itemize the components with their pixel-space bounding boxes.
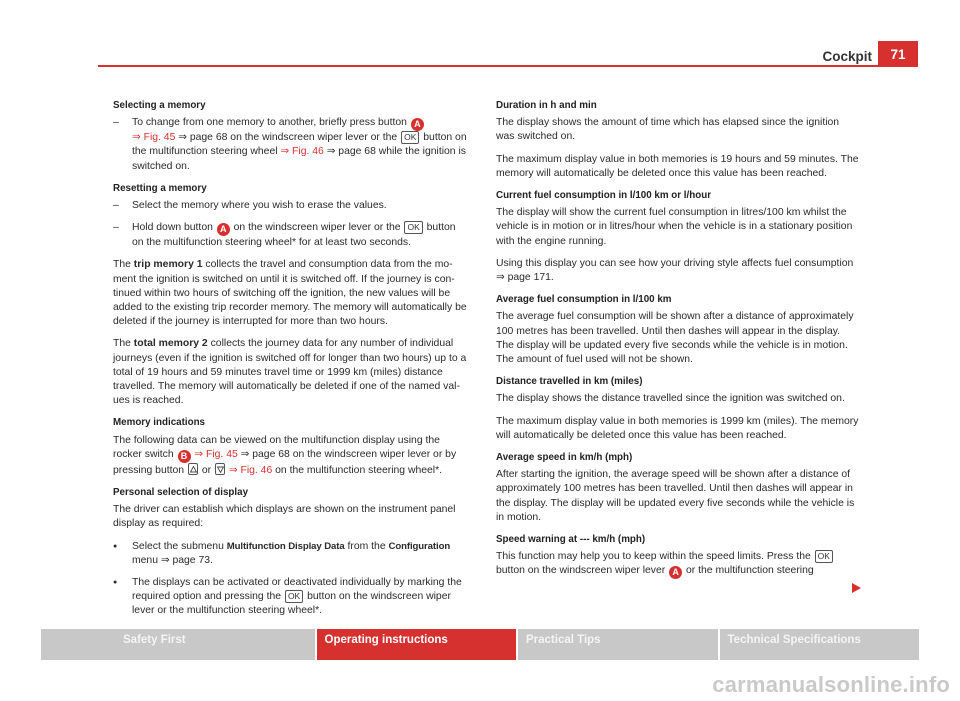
heading-resetting-memory: Resetting a memory: [113, 182, 207, 194]
up-button-icon: [188, 463, 198, 475]
menu-name-mfd-data: Multifunction Display Data: [226, 540, 345, 552]
bullet-activate-displays: ● The displays can be activated or deactivated individually by marking the required option and pressing the OK button on the windscreen wiper lever or the multifunction steering wheel*.: [113, 576, 469, 619]
menu-name-configuration: Configuration: [388, 540, 451, 552]
current-fuel-paragraph-1: The display will show the current fuel consumption in litres/100 km whilst the vehicle is in motion or in litres/hour when the vehicle is in a stationary position with the engine running.: [496, 207, 853, 247]
continue-arrow-icon: [852, 583, 861, 593]
tab-practical-tips[interactable]: Practical Tips: [518, 629, 718, 660]
fig-46-link[interactable]: ⇒ Fig. 46: [280, 146, 324, 158]
average-fuel-paragraph: The average fuel consumption will be shown after a distance of approximately 100 metres has been travelled. Until then dashes will appear in the display. The display will be updated every five seconds while the vehicle is in motion. The amount of fuel used will not be shown.: [496, 311, 854, 366]
distance-paragraph-2: The maximum display value in both memories is 1999 km (miles). The memory will automatically be deleted once this value has been reached.: [496, 415, 859, 441]
trip-memory-paragraph: The trip memory 1 collects the travel and consumption data from the moment the ignition is switched on until it is switched off. If the journey is continued within two hours of switching off the ignition, the new values will be added to the existing trip recorder memory. The memory will automatically be deleted if the journey is interrupted for more than two hours.: [113, 259, 467, 328]
distance-paragraph-1: The display shows the distance travelled since the ignition was switched on.: [496, 393, 845, 405]
right-column: [496, 99, 859, 587]
fig-45-link[interactable]: ⇒ Fig. 45: [132, 132, 176, 144]
button-a-symbol: A: [217, 223, 230, 236]
heading-average-fuel: Average fuel consumption in l/100 km: [496, 294, 672, 306]
step-select-memory: – Select the memory where you wish to erase the values.: [113, 199, 469, 213]
memory-indications-paragraph: The following data can be viewed on the multifunction display using the rocker switch B ⇒ Fig. 45 ⇒ page 68 on the windscreen wiper lever or by pressing button or ⇒ Fig. 46 on the multifunction steering wheel*.: [113, 434, 457, 476]
ok-button-symbol: OK: [285, 590, 303, 603]
step-change-memory: – To change from one memory to another, briefly press button A ⇒ Fig. 45 ⇒ page 68 on the windscreen wiper lever or the OK button on the multifunction steering wheel ⇒ Fig. 46 ⇒ page 68 while the ignition is switched on.: [113, 116, 469, 174]
tab-operating-instructions[interactable]: Operating instructions: [317, 629, 517, 660]
down-button-icon: [215, 463, 225, 475]
total-memory-paragraph: The total memory 2 collects the journey data for any number of individual journeys (even if the ignition is switched off for longer than two hours) up to a total of 19 hours and 59 minutes travel time or 1999 km (miles) distance travelled. The memory will automatically be deleted if one of the named values is reached.: [113, 338, 467, 407]
button-a-symbol: A: [411, 118, 424, 131]
button-a-symbol: A: [669, 566, 682, 579]
watermark: carmanualsonline.info: [712, 672, 950, 697]
tab-technical-specifications[interactable]: Technical Specifications: [720, 629, 920, 660]
heading-current-fuel: Current fuel consumption in l/100 km or l/hour: [496, 190, 712, 202]
current-fuel-paragraph-2: Using this display you can see how your driving style affects fuel consumption ⇒ page 171.: [496, 257, 854, 284]
personal-selection-paragraph: The driver can establish which displays are shown on the instrument panel display as required:: [113, 504, 456, 530]
heading-speed-warning: Speed warning at --- km/h (mph): [496, 534, 646, 546]
left-column: [113, 99, 469, 627]
step-hold-button: – Hold down button A on the windscreen wiper lever or the OK button on the multifunction steering wheel* for at least two seconds.: [113, 221, 469, 250]
average-speed-paragraph: After starting the ignition, the average speed will be shown after a distance of approximately 100 metres has been travelled. Until then dashes will appear in the display. The display will be updated every five seconds while the vehicle is in motion.: [496, 469, 855, 523]
ok-button-symbol: OK: [401, 131, 419, 144]
duration-paragraph-1: The display shows the amount of time which has elapsed since the ignition was switched on.: [496, 117, 840, 143]
ok-button-symbol: OK: [815, 550, 833, 563]
heading-memory-indications: Memory indications: [113, 417, 205, 429]
page-number-badge: 71: [878, 41, 918, 66]
heading-duration: Duration in h and min: [496, 100, 597, 111]
heading-personal-selection: Personal selection of display: [113, 487, 249, 499]
speed-warning-paragraph: This function may help you to keep within the speed limits. Press the OK button on the windscreen wiper lever A or the multifunction steering: [496, 550, 859, 579]
section-title: Cockpit: [822, 49, 872, 64]
bullet-select-submenu: ● Select the submenu Multifunction Display Data from the Configuration menu ⇒ page 73.: [113, 540, 469, 568]
tab-safety-first[interactable]: Safety First: [41, 629, 315, 660]
ok-button-symbol: OK: [404, 221, 422, 234]
heading-selecting-memory: Selecting a memory: [113, 100, 206, 111]
header-rule: [98, 65, 918, 67]
heading-distance: Distance travelled in km (miles): [496, 376, 643, 388]
button-b-symbol: B: [178, 450, 191, 463]
fig-45-link[interactable]: ⇒ Fig. 45: [194, 448, 238, 460]
heading-average-speed: Average speed in km/h (mph): [496, 452, 633, 464]
duration-paragraph-2: The maximum display value in both memories is 19 hours and 59 minutes. The memory will automatically be deleted once this value has been reached.: [496, 153, 859, 179]
fig-46-link[interactable]: ⇒ Fig. 46: [228, 464, 273, 476]
section-tabs: [41, 629, 919, 660]
